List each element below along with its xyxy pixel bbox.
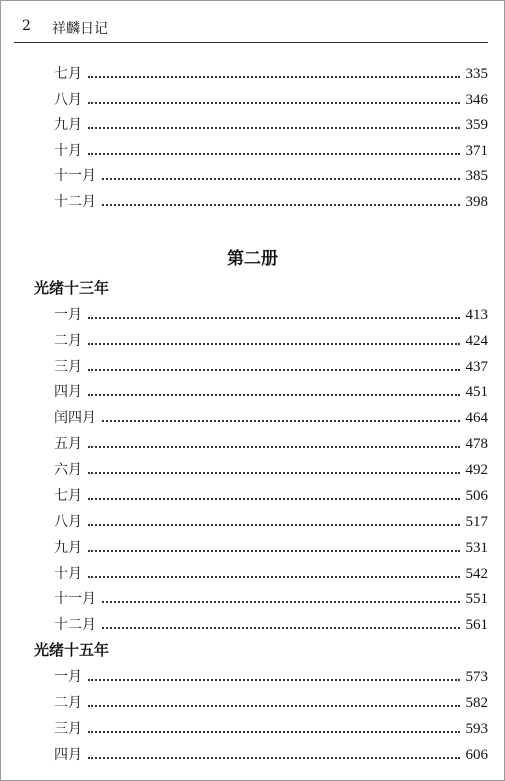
toc-entry-page: 451 — [465, 384, 488, 400]
toc-entry-label: 一月 — [54, 669, 82, 685]
toc-entry-label: 四月 — [54, 384, 82, 400]
toc-entry-page: 582 — [465, 695, 488, 711]
dot-leader — [88, 333, 460, 345]
toc-entry-label: 十月 — [54, 143, 82, 159]
toc-entry-label: 八月 — [54, 92, 82, 108]
year-heading: 光绪十三年 — [34, 279, 110, 297]
toc-entry-label: 十一月 — [54, 591, 96, 607]
dot-leader — [88, 92, 460, 104]
toc-entry[interactable] — [54, 165, 488, 187]
toc-entry[interactable] — [54, 485, 488, 507]
running-header — [22, 16, 488, 40]
toc-entry-label: 三月 — [54, 721, 82, 737]
toc-entry-page: 593 — [465, 721, 488, 737]
dot-leader — [88, 436, 460, 448]
year-heading: 光绪十五年 — [34, 641, 110, 659]
toc-entry-page: 424 — [465, 333, 488, 349]
toc-entry[interactable] — [54, 614, 488, 636]
dot-leader — [102, 410, 460, 422]
dot-leader — [102, 617, 460, 629]
dot-leader — [88, 462, 460, 474]
toc-entry-page: 359 — [465, 117, 488, 133]
dot-leader — [88, 359, 460, 371]
toc-entry-page: 606 — [465, 747, 488, 763]
header-rule — [14, 42, 488, 43]
toc-entry[interactable] — [54, 63, 488, 85]
toc-entry[interactable] — [54, 140, 488, 162]
toc-entry[interactable] — [54, 381, 488, 403]
toc-entry-label: 五月 — [54, 436, 82, 452]
toc-entry-label: 九月 — [54, 117, 82, 133]
toc-entry-label: 二月 — [54, 695, 82, 711]
toc-entry-page: 385 — [465, 168, 488, 184]
toc-entry-page: 561 — [465, 617, 488, 633]
toc-entry-page: 437 — [465, 359, 488, 375]
toc-entry-page: 398 — [465, 194, 488, 210]
toc-entry-label: 十二月 — [54, 617, 96, 633]
toc-entry-label: 闰四月 — [54, 410, 96, 426]
toc-entry-page: 542 — [465, 566, 488, 582]
toc-entry[interactable] — [54, 433, 488, 455]
toc-entry-page: 335 — [465, 66, 488, 82]
dot-leader — [102, 168, 460, 180]
toc-entry-label: 十月 — [54, 566, 82, 582]
toc-entry-page: 464 — [465, 410, 488, 426]
toc-entry[interactable] — [54, 407, 488, 429]
toc-entry-label: 十二月 — [54, 194, 96, 210]
book-title: 祥麟日记 — [52, 21, 108, 37]
toc-entry[interactable] — [54, 588, 488, 610]
toc-entry[interactable] — [54, 692, 488, 714]
toc-entry[interactable] — [54, 459, 488, 481]
dot-leader — [88, 66, 460, 78]
toc-entry[interactable] — [54, 114, 488, 136]
dot-leader — [88, 695, 460, 707]
toc-entry-label: 三月 — [54, 359, 82, 375]
toc-entry-page: 531 — [465, 540, 488, 556]
dot-leader — [88, 566, 460, 578]
toc-entry[interactable] — [54, 191, 488, 213]
dot-leader — [88, 721, 460, 733]
dot-leader — [88, 117, 460, 129]
toc-entry[interactable] — [54, 304, 488, 326]
toc-entry-page: 573 — [465, 669, 488, 685]
dot-leader — [88, 384, 460, 396]
volume-heading: 第二册 — [227, 249, 278, 269]
dot-leader — [88, 669, 460, 681]
page-number: 2 — [22, 18, 31, 34]
toc-entry[interactable] — [54, 666, 488, 688]
toc-entry-page: 478 — [465, 436, 488, 452]
toc-entry-label: 四月 — [54, 747, 82, 763]
dot-leader — [88, 307, 460, 319]
toc-entry-label: 七月 — [54, 66, 82, 82]
toc-entry[interactable] — [54, 537, 488, 559]
toc-entry-page: 346 — [465, 92, 488, 108]
toc-entry-page: 506 — [465, 488, 488, 504]
toc-entry-label: 六月 — [54, 462, 82, 478]
toc-entry[interactable] — [54, 563, 488, 585]
dot-leader — [88, 514, 460, 526]
toc-entry-page: 551 — [465, 591, 488, 607]
toc-entry[interactable] — [54, 89, 488, 111]
toc-entry-label: 九月 — [54, 540, 82, 556]
toc-entry-label: 七月 — [54, 488, 82, 504]
toc-entry-page: 517 — [465, 514, 488, 530]
dot-leader — [88, 540, 460, 552]
toc-entry-page: 371 — [465, 143, 488, 159]
dot-leader — [88, 747, 460, 759]
dot-leader — [88, 143, 460, 155]
toc-entry-label: 二月 — [54, 333, 82, 349]
toc-entry-page: 492 — [465, 462, 488, 478]
toc-entry[interactable] — [54, 718, 488, 740]
dot-leader — [102, 194, 460, 206]
toc-entry-label: 十一月 — [54, 168, 96, 184]
toc-entry[interactable] — [54, 511, 488, 533]
toc-entry-label: 八月 — [54, 514, 82, 530]
dot-leader — [102, 591, 460, 603]
toc-entry[interactable] — [54, 356, 488, 378]
toc-entry-label: 一月 — [54, 307, 82, 323]
toc-entry-page: 413 — [465, 307, 488, 323]
toc-entry[interactable] — [54, 744, 488, 766]
dot-leader — [88, 488, 460, 500]
toc-entry[interactable] — [54, 330, 488, 352]
